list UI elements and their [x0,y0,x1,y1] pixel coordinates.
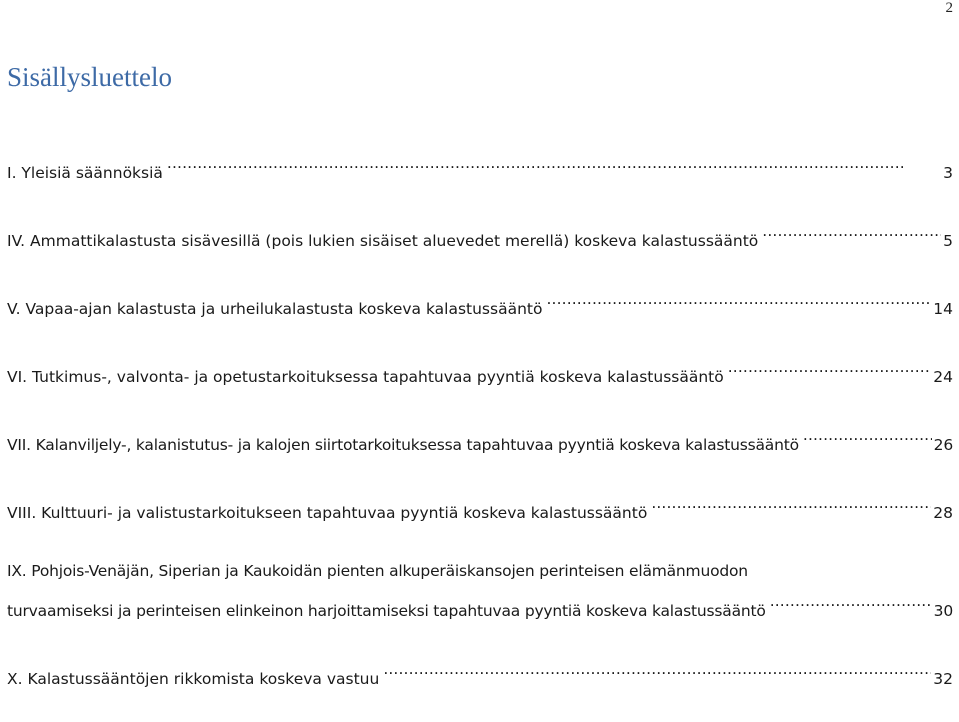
toc-entry-title: IV. Ammattikalastusta sisävesillä (pois lukien sisäiset aluevedet merellä) koskeva kalastussääntö [7,232,759,250]
dot-leader [383,654,931,684]
toc-entry-page: 24 [933,368,953,386]
toc-entry-1[interactable] [7,148,953,182]
toc-entry-page: 14 [933,300,953,318]
dot-leader [762,216,941,246]
toc-entry-page: 5 [943,232,953,250]
toc-entry-title-line1: IX. Pohjois-Venäjän, Siperian ja Kaukoidän pienten alkuperäiskansojen perinteisen elämänmuodon [7,562,748,580]
toc-entry-4[interactable] [7,216,953,250]
toc-entry-title: VIII. Kulttuuri- ja valistustarkoitukseen tapahtuvaa pyyntiä koskeva kalastussääntö [7,504,648,522]
toc-entry-title: I. Yleisiä säännöksiä [7,164,163,182]
toc-entry-title: X. Kalastussääntöjen rikkomista koskeva vastuu [7,670,380,688]
toc-entry-page: 30 [933,602,953,620]
toc-entry-title: V. Vapaa-ajan kalastusta ja urheilukalastusta koskeva kalastussääntö [7,300,543,318]
toc-entry-last-line [7,586,953,620]
dot-leader [167,148,941,178]
toc-entry-5[interactable] [7,284,953,318]
toc-entry-7[interactable] [7,420,953,454]
toc-heading: Sisällysluettelo [7,62,172,92]
dot-leader [770,586,932,616]
toc-entry-9[interactable] [7,556,953,620]
toc-entry-title: VII. Kalanviljely-, kalanistutus- ja kalojen siirtotarkoituksessa tapahtuvaa pyyntiä koskeva kalastussääntö [7,436,799,454]
dot-leader [803,420,932,450]
toc-entry-title-line2: turvaamiseksi ja perinteisen elinkeinon harjoittamiseksi tapahtuvaa pyyntiä koskeva kalastussääntö [7,602,766,620]
table-of-contents [7,148,953,722]
toc-entry-8[interactable] [7,488,953,522]
toc-entry-title: VI. Tutkimus-, valvonta- ja opetustarkoituksessa tapahtuvaa pyyntiä koskeva kalastussääntö [7,368,724,386]
dot-leader [546,284,931,314]
dot-leader [651,488,931,518]
page-number: 2 [945,0,953,16]
toc-entry-6[interactable] [7,352,953,386]
toc-entry-10[interactable] [7,654,953,688]
toc-entry-page: 26 [933,436,953,454]
toc-entry-page: 28 [933,504,953,522]
dot-leader [728,352,932,382]
toc-entry-page: 32 [933,670,953,688]
toc-entry-page: 3 [943,164,953,182]
